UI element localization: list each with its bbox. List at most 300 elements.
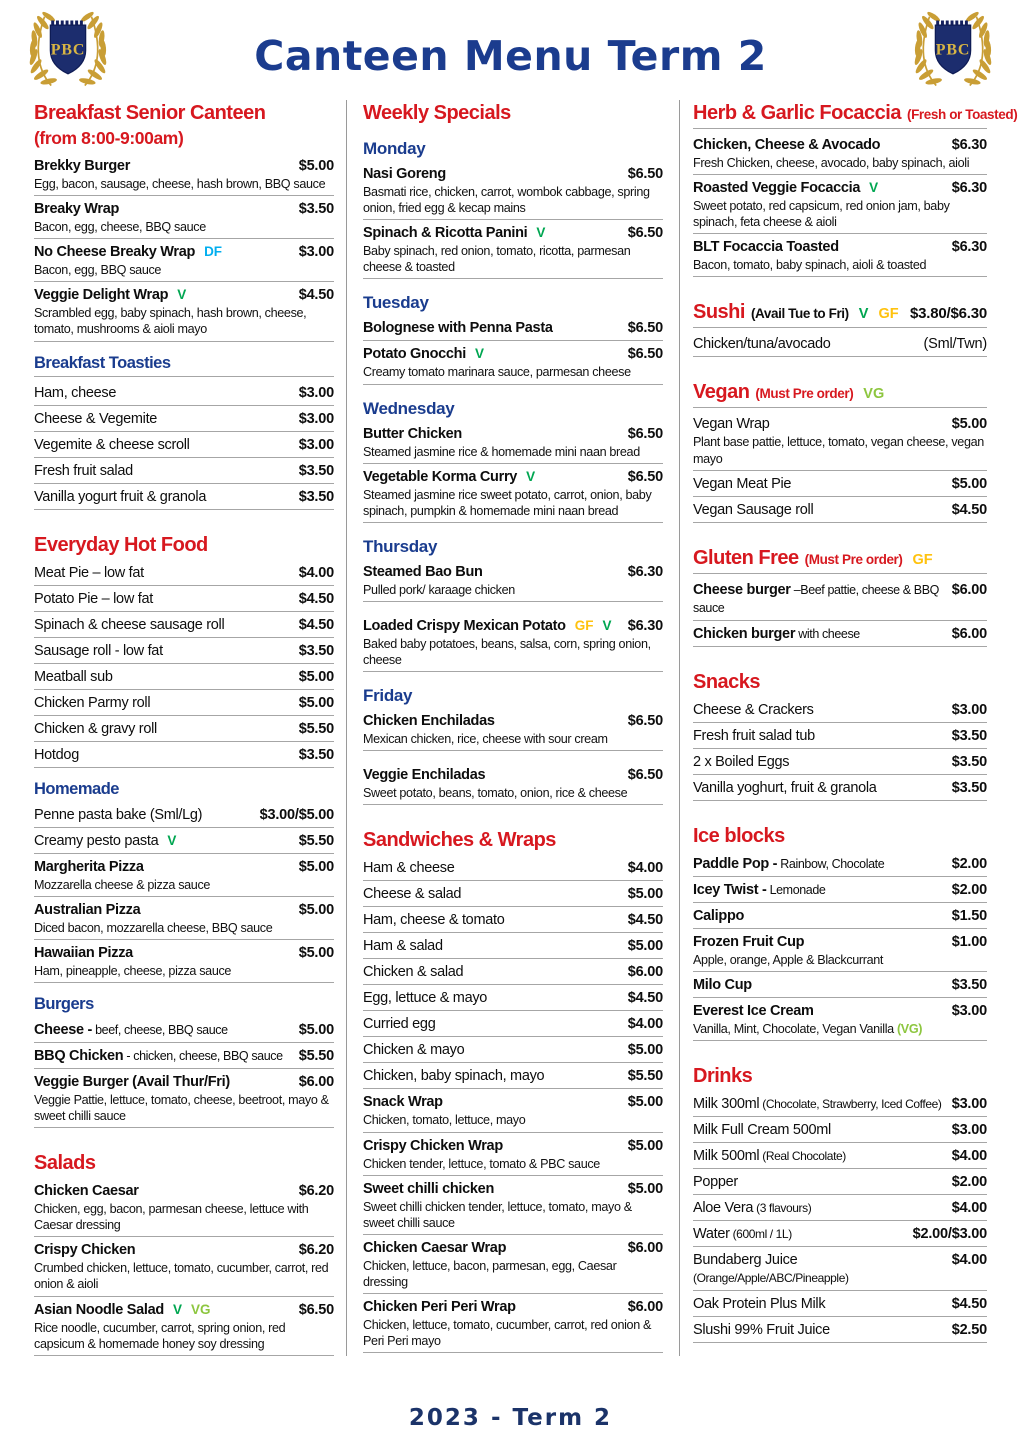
menu-item-potato-pie-low-fat (34, 586, 334, 612)
item-price: $3.50 (298, 488, 334, 505)
item-row (363, 345, 663, 363)
item-name-group (34, 642, 291, 660)
item-price: $5.50 (627, 1068, 663, 1085)
item-name: Cheese & Vegemite (34, 410, 158, 427)
item-name-group (693, 1173, 944, 1191)
item-name-group (693, 881, 944, 899)
menu-item-hotdog (34, 742, 334, 768)
item-row (363, 319, 663, 337)
badge-v: V (536, 225, 546, 241)
item-row (363, 468, 663, 486)
item-description: Basmati rice, chicken, carrot, wombok cabbage, spring onion, fried egg & kecap mains (363, 185, 650, 216)
item-description: Pulled pork/ karaage chicken (363, 582, 515, 597)
item-description: Crumbed chicken, lettuce, tomato, cucumber, carrot, red onion & aioli (34, 1261, 329, 1292)
badge-v: V (172, 1301, 182, 1317)
item-price: $6.20 (298, 1242, 334, 1259)
menu-item-bbq-chicken (34, 1043, 334, 1069)
item-name-group (693, 625, 944, 643)
menu-item-vanilla-yoghurt-fruit-granola (693, 775, 987, 801)
item-name: Slushi 99% Fruit Juice (693, 1321, 830, 1338)
menu-column-2 (346, 100, 680, 1356)
item-name-group (363, 1298, 620, 1316)
item-name-group (34, 564, 291, 582)
item-price: $6.50 (627, 320, 663, 337)
item-row (34, 1021, 334, 1039)
section-title (34, 102, 334, 125)
menu-item-milo-cup (693, 972, 987, 998)
item-price: $6.50 (627, 468, 663, 485)
day-header-friday: Friday (363, 686, 413, 706)
item-price: $3.50 (951, 976, 987, 993)
menu-item-meatball-sub (34, 664, 334, 690)
section-title (34, 534, 334, 557)
item-name: Loaded Crispy Mexican Potato (363, 617, 566, 634)
item-name: Ham, cheese (34, 384, 117, 401)
item-name: Vegetable Korma Curry (363, 468, 518, 485)
item-row (693, 501, 987, 519)
item-name-group (34, 858, 291, 876)
item-row (34, 944, 334, 962)
menu-item-fresh-fruit-salad-tub (693, 723, 987, 749)
item-row (363, 937, 663, 955)
item-price: $2.00 (951, 1173, 987, 1190)
item-name-group (34, 806, 252, 824)
menu-columns (0, 100, 1021, 1356)
pbc-logo-right (911, 8, 995, 96)
item-name: Hawaiian Pizza (34, 944, 133, 961)
item-row (34, 488, 334, 506)
section-title (34, 354, 334, 377)
item-name-group (693, 907, 944, 925)
section-breakfast-senior-canteen (34, 102, 334, 342)
item-suffix: –Beef pattie, cheese & BBQ sauce (693, 582, 939, 615)
item-row (693, 1199, 987, 1217)
item-name-group (363, 766, 620, 784)
item-name-group (34, 1241, 291, 1259)
menu-item-loaded-crispy-mexican-potato (363, 613, 663, 672)
item-description: Bacon, tomato, baby spinach, aioli & toasted (693, 258, 927, 273)
item-row (693, 1173, 987, 1191)
section-title-suffix: (Avail Tue to Fri) (750, 306, 849, 322)
item-row (363, 425, 663, 443)
item-row (34, 564, 334, 582)
item-name-group (693, 335, 916, 353)
item-price: $4.00 (627, 1016, 663, 1033)
section-title (363, 102, 663, 125)
item-row (34, 200, 334, 218)
menu-item-oak-protein-plus-milk (693, 1291, 987, 1317)
item-description: Rice noodle, cucumber, carrot, spring onion, red capsicum & homemade honey soy dressing (34, 1320, 286, 1351)
badge-vg: (VG) (893, 1021, 923, 1036)
menu-item-chicken-burger (693, 621, 987, 647)
menu-item-spinach-cheese-sausage-roll (34, 612, 334, 638)
item-price: $3.00 (298, 410, 334, 427)
item-price: $5.00 (298, 158, 334, 174)
menu-item-vegemite-cheese-scroll (34, 432, 334, 458)
item-price: $4.50 (951, 1295, 987, 1312)
item-row (693, 1121, 987, 1139)
item-description: Chicken tender, lettuce, tomato & PBC sauce (363, 1156, 600, 1171)
item-name: Chicken Caesar (34, 1183, 139, 1200)
item-name: Vanilla yogurt fruit & granola (34, 488, 207, 505)
item-row (693, 933, 987, 951)
badge-v: V (474, 346, 484, 362)
item-name-group (34, 1073, 291, 1091)
badge-v: V (858, 306, 869, 323)
item-name-group (693, 1199, 944, 1217)
item-name: Veggie Delight Wrap (34, 287, 169, 304)
item-row (693, 779, 987, 797)
section-title (693, 671, 987, 694)
section-subtitle: (from 8:00-9:00am) (34, 128, 184, 148)
menu-item-hawaiian-pizza (34, 940, 334, 983)
item-name: Nasi Goreng (363, 166, 446, 182)
menu-item-chicken-caesar-wrap (363, 1235, 663, 1294)
menu-item-chicken-salad (363, 959, 663, 985)
section-snacks (693, 671, 987, 801)
item-name: Chicken/tuna/avocado (693, 336, 831, 353)
item-row (693, 1147, 987, 1165)
item-row (363, 911, 663, 929)
item-name: Spinach & cheese sausage roll (34, 616, 225, 633)
item-price: $4.00 (298, 564, 334, 581)
item-name-group (34, 488, 291, 506)
menu-item-cheese-burger (693, 577, 987, 621)
item-price: $3.00/$5.00 (259, 806, 334, 823)
item-name-group (693, 475, 944, 493)
menu-item-ham-cheese-tomato (363, 907, 663, 933)
item-name-group (363, 712, 620, 730)
menu-item-asian-noodle-salad (34, 1297, 334, 1356)
item-description: Ham, pineapple, cheese, pizza sauce (34, 963, 232, 978)
item-description: Egg, bacon, sausage, cheese, hash brown, BBQ sauce (34, 177, 326, 191)
item-row (34, 436, 334, 454)
item-row (34, 746, 334, 764)
item-name-group (363, 1239, 620, 1257)
item-name: Vegan Wrap (693, 416, 770, 433)
section-title-suffix: (Must Pre order) (755, 386, 854, 402)
menu-item-water (693, 1221, 987, 1247)
item-name-group (363, 563, 620, 581)
item-name: Roasted Veggie Focaccia (693, 180, 861, 197)
menu-item-no-cheese-breaky-wrap (34, 239, 334, 282)
item-row (693, 581, 987, 617)
item-name: Frozen Fruit Cup (693, 933, 805, 950)
item-note: (Chocolate, Strawberry, Iced Coffee) (759, 1096, 942, 1111)
section-title-text: Herb & Garlic Focaccia (693, 102, 901, 124)
item-price: $6.50 (627, 713, 663, 730)
item-name: Oak Protein Plus Milk (693, 1295, 826, 1312)
menu-item-crispy-chicken-wrap (363, 1133, 663, 1176)
item-description: Scrambled egg, baby spinach, hash brown, cheese, tomato, mushrooms & aioli mayo (34, 306, 307, 337)
item-row (693, 976, 987, 994)
menu-item-blt-focaccia-toasted (693, 234, 987, 277)
menu-item-veggie-enchiladas (363, 762, 663, 805)
menu-item-spinach-ricotta-panini (363, 220, 663, 279)
item-name: Chicken & salad (363, 964, 464, 981)
item-price: $2.00 (951, 881, 987, 898)
item-description: Bacon, egg, cheese, BBQ sauce (34, 220, 206, 235)
item-name-group (34, 1182, 291, 1200)
item-row (363, 712, 663, 730)
item-name-group (693, 727, 944, 745)
item-name-group (693, 753, 944, 771)
section-salads (34, 1152, 334, 1356)
item-description: Sweet potato, beans, tomato, onion, rice & cheese (363, 786, 628, 801)
section-title (693, 825, 987, 848)
section-title (34, 780, 334, 799)
item-price: $5.00 (627, 886, 663, 903)
item-description: Plant base pattie, lettuce, tomato, vegan cheese, vegan mayo (693, 435, 984, 466)
item-price: $4.00 (951, 1251, 987, 1268)
item-note: (600ml / 1L) (729, 1226, 792, 1241)
menu-item-veggie-burger-avail-thur-fri (34, 1069, 334, 1128)
item-price: $5.00 (627, 1180, 663, 1197)
item-name: Chicken Enchiladas (363, 713, 495, 730)
item-price: $1.50 (951, 907, 987, 924)
item-row (693, 415, 987, 433)
item-name: Veggie Burger (Avail Thur/Fri) (34, 1073, 230, 1090)
item-price: $5.00 (951, 475, 987, 492)
badge-vg: VG (190, 1301, 211, 1317)
item-name: Cheese & Crackers (693, 701, 814, 718)
item-price: $4.50 (627, 990, 663, 1007)
item-row (34, 384, 334, 402)
item-name: Potato Pie – low fat (34, 590, 153, 607)
section-breakfast-toasties (34, 354, 334, 510)
item-name-group (34, 1021, 291, 1039)
section-title (693, 301, 987, 328)
item-name-group (363, 1093, 620, 1111)
item-price: $4.00 (627, 860, 663, 877)
item-name: Meatball sub (34, 668, 113, 685)
item-name-group (34, 1047, 291, 1065)
item-name: Milk 500ml (693, 1147, 760, 1164)
badge-v: V (177, 287, 187, 303)
item-description: Mozzarella cheese & pizza sauce (34, 877, 211, 892)
day-header-tuesday: Tuesday (363, 293, 429, 313)
section-title (34, 995, 334, 1014)
item-name: Snack Wrap (363, 1094, 443, 1111)
section-price: $3.80/$6.30 (909, 305, 987, 323)
item-row (363, 224, 663, 242)
item-price: $5.00 (298, 668, 334, 685)
item-name-group (693, 1002, 944, 1020)
item-row (363, 963, 663, 981)
item-name: Asian Noodle Salad (34, 1301, 164, 1318)
item-name: Chicken, baby spinach, mayo (363, 1068, 545, 1085)
item-row (693, 335, 987, 353)
item-row (693, 753, 987, 771)
item-price: $4.50 (627, 912, 663, 929)
item-name-group (363, 617, 620, 635)
menu-item-chicken-peri-peri-wrap (363, 1294, 663, 1353)
section-title-text: Gluten Free (693, 546, 799, 569)
item-name-group (693, 501, 944, 519)
item-price: $5.00 (298, 1021, 334, 1038)
item-name-group (34, 944, 291, 962)
menu-item-nasi-goreng (363, 161, 663, 220)
item-row (693, 625, 987, 643)
item-name-group (363, 345, 620, 363)
item-row (693, 1321, 987, 1339)
item-name: Calippo (693, 907, 745, 924)
item-price: $3.50 (951, 753, 987, 770)
menu-item-australian-pizza (34, 897, 334, 940)
item-price: $4.50 (298, 616, 334, 633)
section-title-text: Breakfast Toasties (34, 353, 171, 372)
item-suffix: with cheese (795, 626, 860, 641)
item-row (34, 1073, 334, 1091)
item-price: $3.50 (298, 201, 334, 218)
item-row (34, 901, 334, 919)
item-name: Fresh fruit salad (34, 462, 133, 479)
item-description: Chicken, tomato, lettuce, mayo (363, 1113, 526, 1128)
item-price: $5.00 (298, 944, 334, 961)
item-row (693, 881, 987, 899)
section-title-text: Everyday Hot Food (34, 533, 208, 556)
item-price: $4.00 (951, 1147, 987, 1164)
item-description: Baby spinach, red onion, tomato, ricotta, parmesan cheese & toasted (363, 244, 631, 275)
item-price: $2.00/$3.00 (912, 1225, 987, 1242)
badge-v: V (526, 468, 536, 484)
menu-item-chicken-caesar (34, 1178, 334, 1237)
item-name: Veggie Enchiladas (363, 767, 486, 784)
menu-item-ham-salad (363, 933, 663, 959)
menu-item-steamed-bao-bun (363, 559, 663, 602)
day-header-monday: Monday (363, 139, 426, 158)
menu-item-egg-lettuce-mayo (363, 985, 663, 1011)
badge-gf: GF (878, 306, 899, 323)
menu-item-crispy-chicken (34, 1237, 334, 1296)
item-suffix: Lemonade (766, 882, 826, 897)
item-row (693, 1095, 987, 1113)
menu-item-2-x-boiled-eggs (693, 749, 987, 775)
item-name-group (693, 1121, 944, 1139)
item-price: $3.00 (298, 244, 334, 261)
pbc-logo-left (26, 8, 110, 96)
item-price: $6.30 (951, 239, 987, 256)
item-name-group (363, 911, 620, 929)
item-name-group (363, 859, 620, 877)
menu-item-cheese-crackers (693, 697, 987, 723)
item-price: $3.00 (951, 1095, 987, 1112)
item-row (363, 1239, 663, 1257)
item-row (363, 563, 663, 581)
item-row (693, 136, 987, 154)
menu-item-bundaberg-juice (693, 1247, 987, 1291)
badge-v: V (602, 617, 612, 633)
item-name: Cheese - (34, 1021, 93, 1038)
menu-item-chicken-cheese-avocado (693, 132, 987, 175)
item-name-group (693, 976, 944, 994)
item-price: $5.50 (298, 720, 334, 737)
item-price: $4.50 (298, 590, 334, 607)
section-herb-garlic-focaccia (693, 102, 1018, 277)
item-price: $3.00 (951, 701, 987, 718)
item-row (34, 243, 334, 261)
item-name: Brekky Burger (34, 158, 131, 174)
item-name: Chicken & gravy roll (34, 720, 157, 737)
item-price: $2.00 (951, 855, 987, 872)
item-suffix: - chicken, cheese, BBQ sauce (123, 1048, 283, 1063)
section-title-text: Homemade (34, 779, 119, 798)
item-name-group (363, 165, 620, 183)
menu-item-bolognese-with-penna-pasta (363, 315, 663, 341)
item-name-group (363, 224, 620, 242)
item-row (363, 165, 663, 183)
menu-item-chicken-tuna-avocado (693, 331, 987, 357)
item-name: BBQ Chicken (34, 1047, 124, 1064)
section-homemade (34, 780, 334, 983)
item-name-group (693, 701, 944, 719)
section-everyday-hot-food (34, 534, 334, 768)
badge-vg: VG (863, 386, 885, 403)
item-description: Steamed jasmine rice sweet potato, carrot, onion, baby spinach, pumpkin & homemade mini naan bread (363, 487, 652, 518)
item-price: $3.00 (298, 384, 334, 401)
item-price: $6.50 (627, 225, 663, 242)
item-price: $4.50 (951, 501, 987, 518)
item-name: 2 x Boiled Eggs (693, 753, 790, 770)
item-price: $5.00 (627, 938, 663, 955)
item-description: Fresh Chicken, cheese, avocado, baby spinach, aioli (693, 156, 970, 170)
item-price: $3.50 (951, 727, 987, 744)
item-name-group (693, 1295, 944, 1313)
menu-item-sweet-chilli-chicken (363, 1176, 663, 1235)
section-gluten-free (693, 547, 987, 647)
item-name-group (693, 1095, 944, 1113)
item-name: Fresh fruit salad tub (693, 727, 815, 744)
item-name: Ham & cheese (363, 860, 455, 877)
item-description: Steamed jasmine rice & homemade mini naan bread (363, 444, 640, 459)
item-price: $5.50 (298, 832, 334, 849)
item-row (34, 806, 334, 824)
item-description: Mexican chicken, rice, cheese with sour cream (363, 732, 608, 747)
item-row (34, 286, 334, 304)
item-price: $6.50 (298, 1301, 334, 1318)
menu-item-milk-full-cream-500ml (693, 1117, 987, 1143)
item-note: (Real Chocolate) (759, 1148, 846, 1163)
item-price: $3.50 (298, 462, 334, 479)
item-name: Crispy Chicken Wrap (363, 1137, 503, 1154)
badge-v: V (167, 832, 177, 848)
item-price: $6.20 (298, 1183, 334, 1200)
item-name: Steamed Bao Bun (363, 563, 483, 580)
item-name: Cheese & salad (363, 886, 462, 903)
menu-item-breaky-wrap (34, 196, 334, 239)
menu-item-chicken-parmy-roll (34, 690, 334, 716)
item-name: Milk Full Cream 500ml (693, 1121, 831, 1138)
item-price: $3.00 (951, 1002, 987, 1019)
item-description: Bacon, egg, BBQ sauce (34, 263, 162, 278)
item-row (34, 616, 334, 634)
menu-item-chicken-mayo (363, 1037, 663, 1063)
item-name: Margherita Pizza (34, 858, 144, 875)
section-sandwiches-wraps (363, 829, 663, 1353)
section-vegan (693, 381, 987, 522)
item-price: $5.00 (298, 858, 334, 875)
item-name: Chicken Parmy roll (34, 694, 151, 711)
item-name: Curried egg (363, 1016, 436, 1033)
item-name: Vegemite & cheese scroll (34, 436, 190, 453)
item-name-group (34, 243, 291, 261)
menu-item-aloe-vera (693, 1195, 987, 1221)
item-row (363, 1041, 663, 1059)
menu-item-butter-chicken (363, 421, 663, 464)
section-title-text: Snacks (693, 670, 761, 693)
item-price: $3.50 (298, 746, 334, 763)
item-name: Butter Chicken (363, 425, 462, 442)
